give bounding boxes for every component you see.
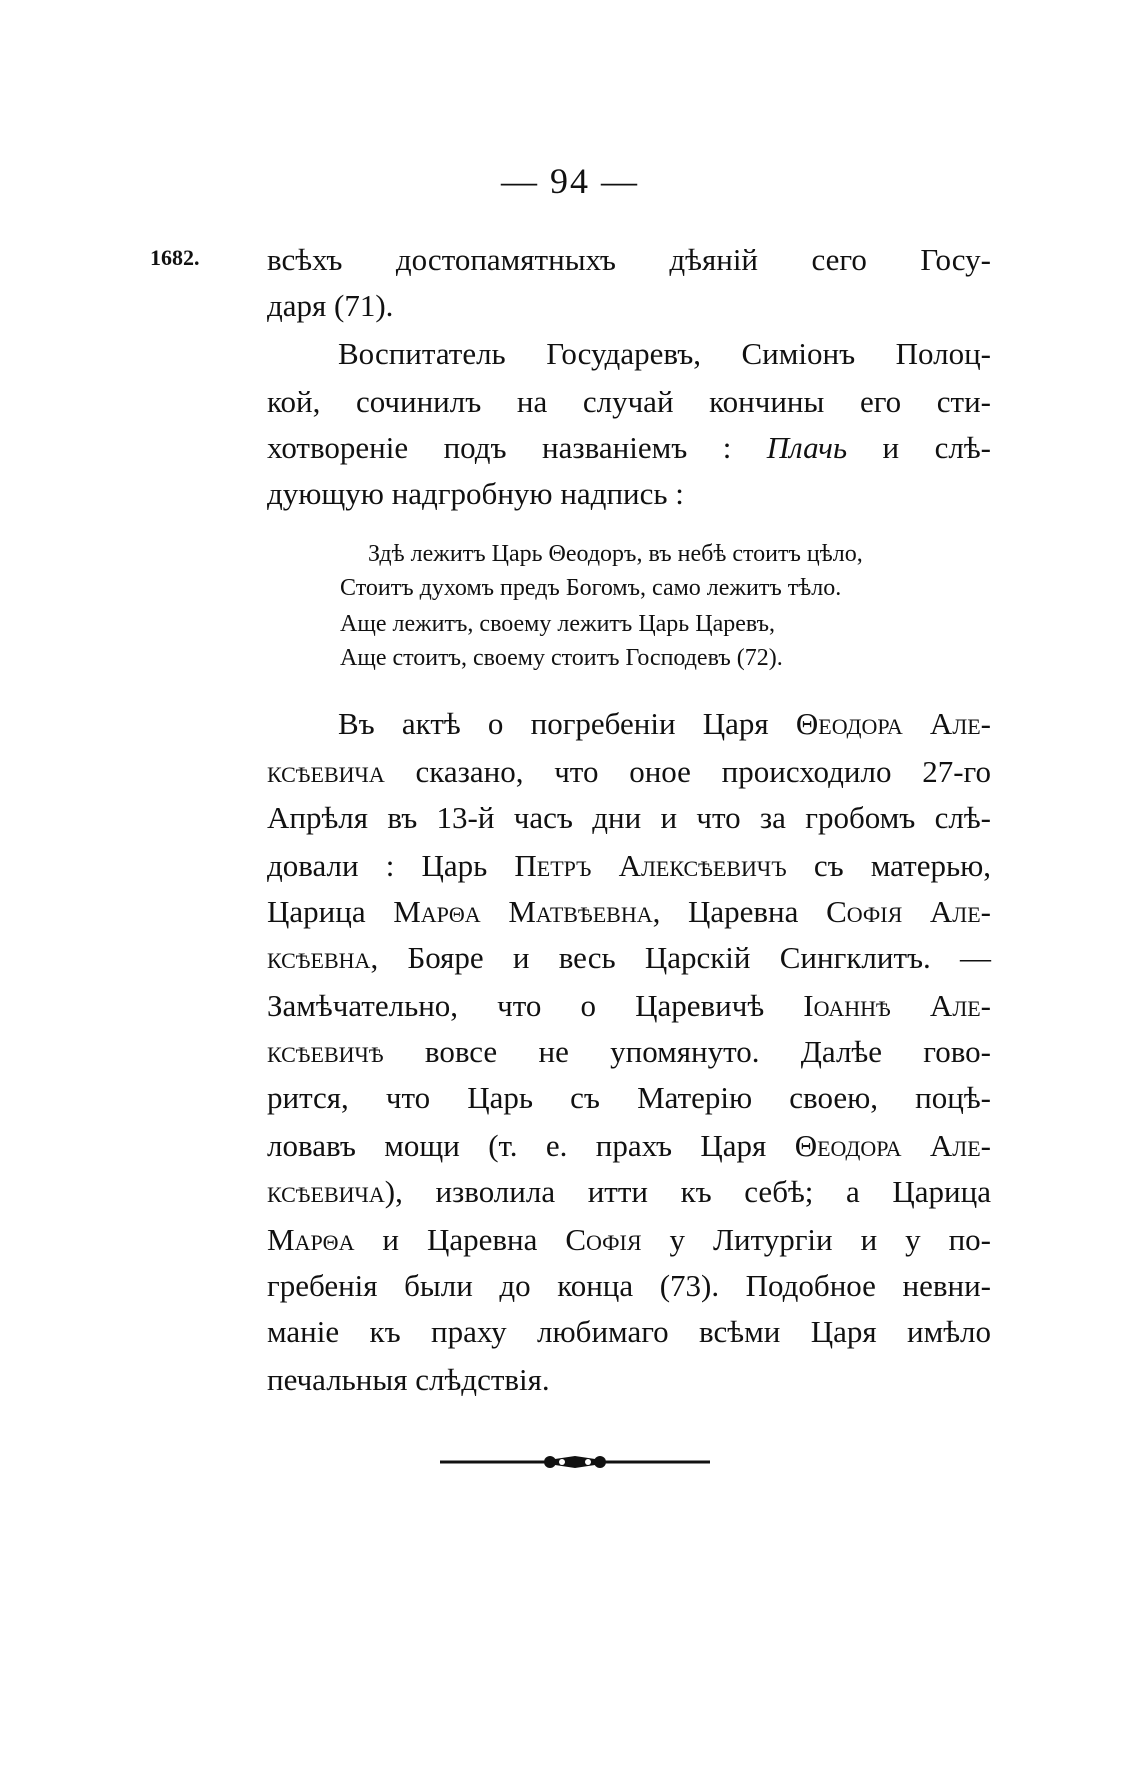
text-span: и слѣ-: [847, 430, 991, 465]
verse-line: Аще лежитъ, своему лежитъ Царь Царевъ,: [340, 611, 776, 637]
text-line: печальныя слѣдствія.: [267, 1362, 550, 1397]
text-span: и Царевна: [354, 1222, 566, 1257]
text-line: даря (71).: [267, 288, 394, 323]
text-span: вовсе не упомянуто. Далѣе гово-: [383, 1034, 991, 1069]
name-span: Θеодора Але-: [795, 706, 991, 741]
verse-line: Стоитъ духомъ предъ Богомъ, само лежитъ тѣло.: [340, 575, 842, 601]
ornament-divider: [440, 1450, 710, 1474]
name-span: Марθа Матвѣевна: [393, 894, 653, 929]
text-line: всѣхъ достопамятныхъ дѣяній сего Госу-: [267, 242, 991, 277]
name-span: Софія: [565, 1222, 642, 1257]
text-span: сказано, что оное происходило 27-го: [384, 754, 991, 789]
text-line: [267, 752, 991, 792]
name-span: Марθа: [267, 1222, 355, 1257]
text-span: довали : Царь: [267, 848, 515, 883]
name-span: Петръ Алексѣевичъ: [514, 848, 787, 883]
text-line: [267, 986, 991, 1026]
verse-line: Здѣ лежитъ Царь Θеодоръ, въ небѣ стоитъ цѣло,: [368, 541, 863, 567]
text-line: кой, сочинилъ на случай кончины его сти-: [267, 384, 991, 419]
name-span: ксѣевна: [267, 940, 371, 975]
verse-line: Аще стоитъ, своему стоитъ Господевъ (72).: [340, 645, 783, 671]
text-span: ловавъ мощи (т. е. прахъ Царя: [267, 1128, 795, 1163]
text-span: у Литургіи и у по-: [641, 1222, 991, 1257]
text-line: маніе къ праху любимаго всѣми Царя имѣло: [267, 1314, 991, 1349]
text-span: , Царевна: [652, 894, 827, 929]
text-line: [338, 704, 991, 744]
text-span: ), изволила итти къ себѣ; а Царица: [384, 1174, 991, 1209]
text-span: съ матерью,: [786, 848, 991, 883]
text-span: хотвореніе подъ названіемъ :: [267, 430, 767, 465]
text-line: гребенія были до конца (73). Подобное невни-: [267, 1268, 991, 1303]
text-line: [267, 1032, 991, 1072]
page-number: — 94 —: [501, 161, 639, 201]
text-line: Воспитатель Государевъ, Симіонъ Полоц-: [338, 336, 991, 371]
text-line: [267, 892, 991, 932]
text-line: [267, 846, 991, 886]
text-line: [267, 1172, 991, 1212]
text-span: , Бояре и весь Царскій Сингклитъ. —: [370, 940, 991, 975]
poem-title: Плачь: [766, 430, 848, 465]
text-line: [267, 428, 991, 468]
text-span: Замѣчательно, что о Царевичѣ: [267, 988, 804, 1023]
name-span: Софія Але-: [826, 894, 991, 929]
name-span: ксѣевича: [267, 1174, 385, 1209]
name-span: ксѣевича: [267, 754, 385, 789]
margin-year: 1682.: [150, 245, 200, 270]
text-line: дующую надгробную надпись :: [267, 476, 684, 511]
text-line: [267, 1126, 991, 1166]
text-span: Въ актѣ о погребеніи Царя: [338, 706, 796, 741]
name-span: ксѣевичѣ: [267, 1034, 384, 1069]
text-line: [267, 938, 991, 978]
name-span: Іоаннѣ Але-: [803, 988, 992, 1023]
text-span: Царица: [267, 894, 394, 929]
text-line: [267, 1220, 991, 1260]
name-span: Θеодора Але-: [794, 1128, 991, 1163]
text-line: рится, что Царь съ Матерію своею, поцѣ-: [267, 1080, 991, 1115]
text-line: Апрѣля въ 13-й часъ дни и что за гробомъ слѣ-: [267, 800, 991, 835]
